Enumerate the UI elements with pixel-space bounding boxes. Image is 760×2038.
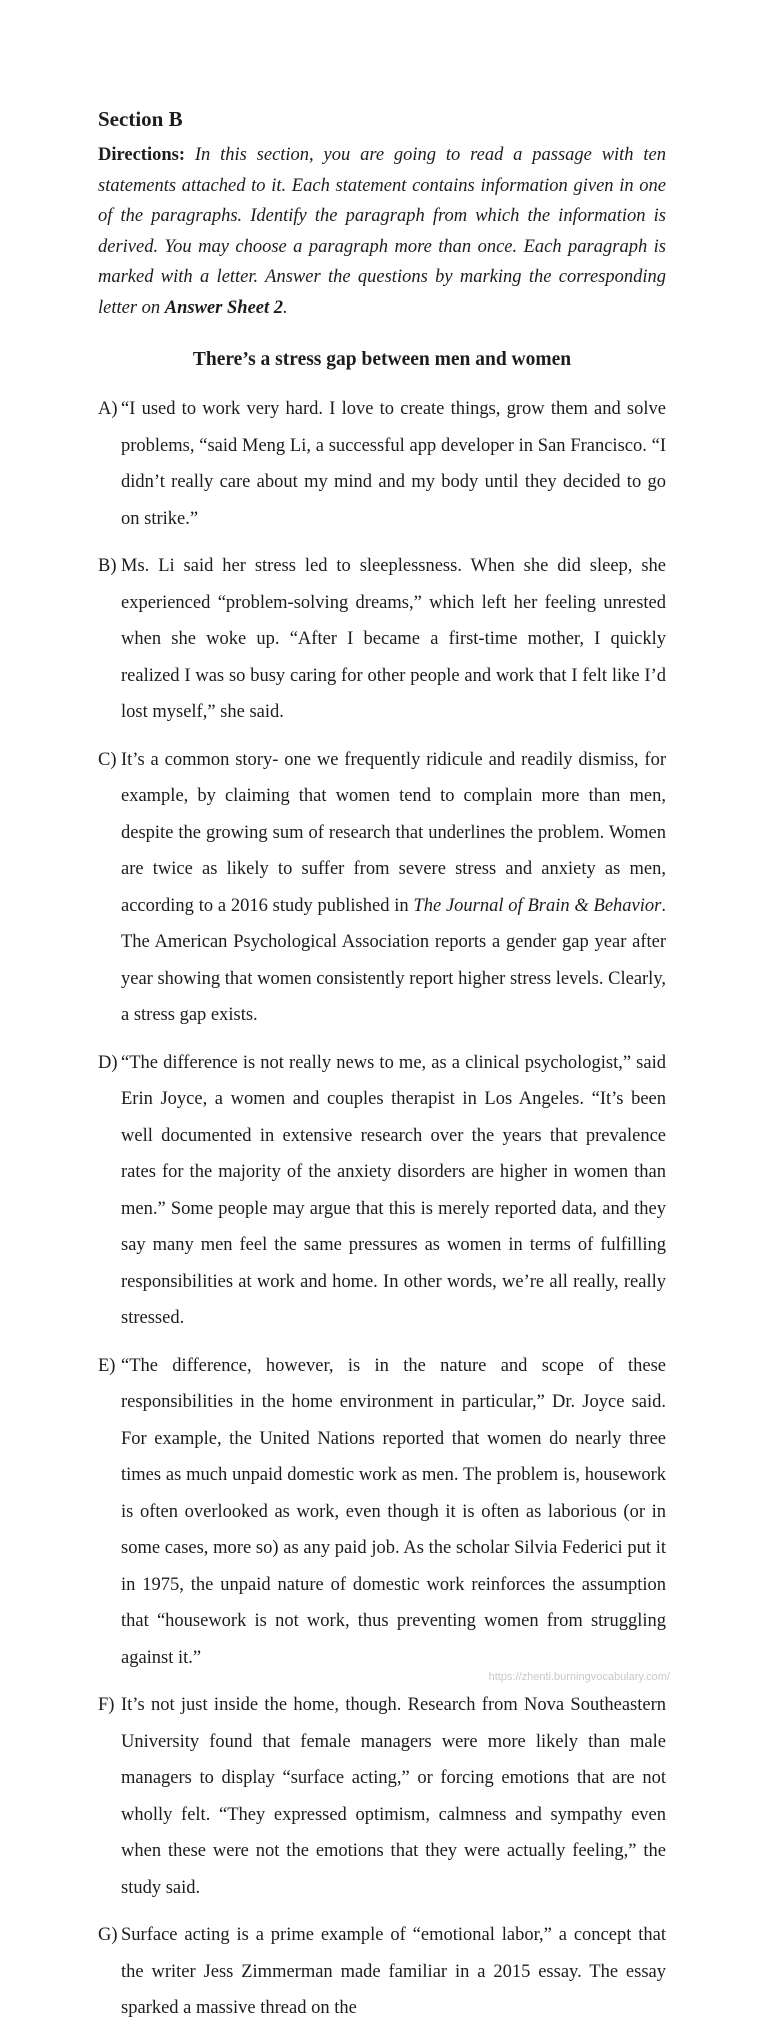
directions-label: Directions:: [98, 145, 185, 165]
journal-title: The Journal of Brain & Behavior: [413, 895, 662, 916]
paragraph-text: “The difference, however, is in the nature and scope of these responsibilities in the home environment in particular,” Dr. Joyce said. For example, the United Nations reported that women do nearly three times as much unpaid domestic work as men. The problem is, housework is often overlooked as work, even though it is often as laborious (or in some cases, more so) as any paid job. As the scholar Silvia Federici put it in 1975, the unpaid nature of domestic work reinforces the assumption that “housework is not work, thus preventing women from struggling against it.”: [121, 1355, 666, 1668]
paragraph-text-before: It’s a common story- one we frequently ridicule and readily dismiss, for example, by claiming that women tend to complain more than men, despite the growing sum of research that underlines the problem. Women are twice as likely to suffer from severe stress and anxiety as men, according to a 2016 study published in: [121, 749, 666, 916]
directions-end: .: [283, 297, 288, 318]
paragraph-e: [98, 1348, 666, 1677]
source-watermark: https://zhenti.burningvocabulary.com/: [488, 1671, 670, 1683]
paragraph-text: Ms. Li said her stress led to sleeplessness. When she did sleep, she experienced “problem-solving dreams,” which left her feeling unrested when she woke up. “After I became a first-time mother, I quickly realized I was so busy caring for other people and work that I felt like I’d lost myself,” she said.: [121, 556, 666, 722]
paragraph-text: “I used to work very hard. I love to create things, grow them and solve problems, “said Meng Li, a successful app developer in San Francisco. “I didn’t really care about my mind and my body until they decided to go on strike.”: [121, 399, 666, 529]
paragraph-text-after: . The American Psychological Association reports a gender gap year after year showing that women consistently report higher stress levels. Clearly, a stress gap exists.: [121, 895, 666, 1025]
paragraph-letter: G): [98, 1925, 118, 1945]
passage-title: There’s a stress gap between men and women: [192, 349, 572, 370]
paragraph-letter: D): [98, 1052, 118, 1073]
paragraph-text: Surface acting is a prime example of “emotional labor,” a concept that the writer Jess Zimmerman made familiar in a 2015 essay. The essay sparked a massive thread on the: [121, 1925, 666, 2018]
paragraph-letter: F): [98, 1695, 115, 1715]
directions: [98, 140, 666, 323]
paragraph-text: [121, 742, 666, 1034]
paragraph-b: [98, 548, 666, 731]
directions-text: In this section, you are going to read a passage with ten statements attached to it. Each statement contains information given in one of the paragraphs. Identify the paragraph from which the information is derived. You may choose a paragraph more than once. Each paragraph is marked with a letter. Answer the questions by marking the corresponding letter on: [98, 145, 666, 318]
paragraph-text: It’s not just inside the home, though. Research from Nova Southeastern University found that female managers were more likely than male managers to display “surface acting,” or forcing emotions that are not wholly felt. “They expressed optimism, calmness and sympathy even when these were not the emotions that they were actually feeling,” the study said.: [121, 1695, 666, 1898]
paragraph-letter: E): [98, 1355, 116, 1376]
paragraph-c: [98, 742, 666, 1034]
paragraph-letter: B): [98, 556, 117, 576]
paragraph-d: [98, 1045, 666, 1337]
paragraph-a: [98, 391, 666, 537]
paragraph-g: [98, 1917, 666, 2027]
paragraph-letter: C): [98, 749, 117, 770]
paragraph-f: [98, 1687, 666, 1906]
answer-sheet-reference: Answer Sheet 2: [164, 297, 284, 318]
paragraph-text: “The difference is not really news to me, as a clinical psychologist,” said Erin Joyce, a women and couples therapist in Los Angeles. “It’s been well documented in extensive research over the years that prevalence rates for the majority of the anxiety disorders are higher in women than men.” Some people may argue that this is merely reported data, and they say many men feel the same pressures as women in terms of fulfilling responsibilities at work and home. In other words, we’re all really, really stressed.: [121, 1052, 666, 1328]
paragraph-letter: A): [98, 399, 118, 419]
section-heading: Section B: [98, 107, 183, 131]
exam-page: [98, 104, 666, 2038]
